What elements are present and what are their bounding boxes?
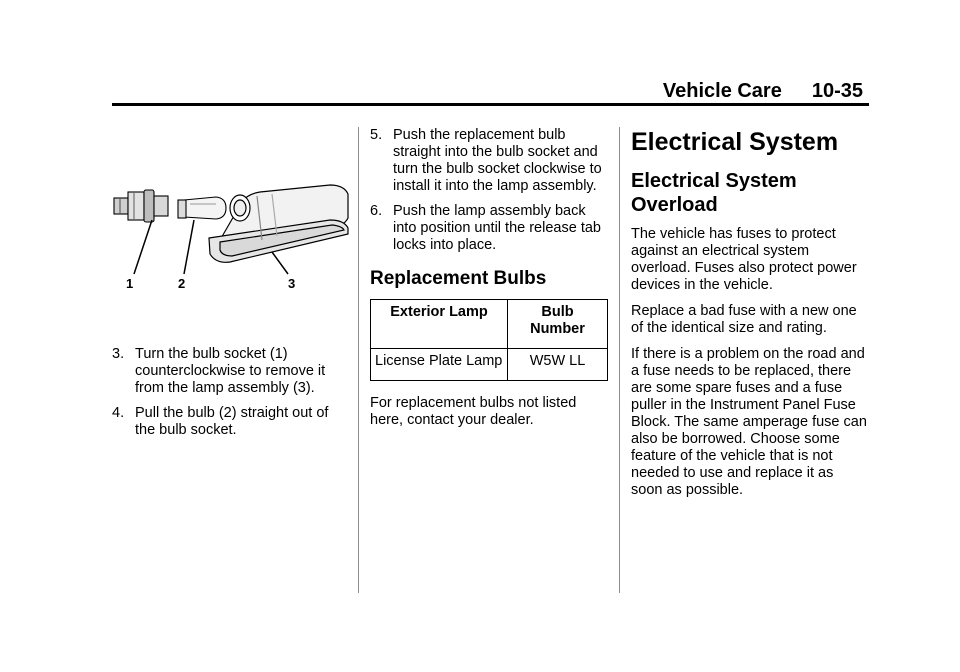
page-header: [663, 80, 863, 103]
middle-column: [370, 127, 608, 438]
subsection-heading: Electrical System Overload: [631, 170, 797, 216]
replacement-note: For replacement bulbs not listed here, contact your dealer.: [370, 395, 577, 428]
table-header-exterior-lamp: Exterior Lamp: [371, 300, 508, 349]
header-rule: [112, 103, 869, 106]
left-column: [112, 346, 344, 447]
step-text: Push the replacement bulb straight into the bulb socket and turn the bulb socket clockwise to install it into the lamp assembly.: [393, 127, 602, 194]
step-item: [370, 203, 608, 254]
step-number: 6.: [370, 203, 383, 219]
paragraph: If there is a problem on the road and a fuse needs to be replaced, there are some spare fuses and a fuse puller in the Instrument Panel Fuse Block. The same amperage fuse can also be borrowed. Choose some feature of the vehicle that is not needed to use and replace it as soon as possible.: [631, 346, 867, 498]
paragraph: The vehicle has fuses to protect against an electrical system overload. Fuses also protect power devices in the vehicle.: [631, 226, 857, 293]
column-divider-right: [619, 127, 620, 593]
table-header-bulb-number: Bulb Number: [508, 300, 608, 349]
lamp-assembly-drawing: [209, 185, 348, 262]
step-list-left: [112, 346, 344, 439]
right-column: [631, 127, 867, 508]
step-number: 5.: [370, 127, 383, 143]
step-item: [112, 346, 344, 397]
section-heading: Electrical System: [631, 128, 839, 156]
callout-3: 3: [288, 276, 296, 291]
paragraph: Replace a bad fuse with a new one of the identical size and rating.: [631, 303, 857, 336]
step-item: [112, 405, 344, 439]
callout-1: 1: [126, 276, 134, 291]
table-header-row: [371, 300, 608, 349]
callout-2: 2: [178, 276, 186, 291]
step-text: Turn the bulb socket (1) counterclockwise to remove it from the lamp assembly (3).: [135, 346, 326, 396]
bulb-drawing: [178, 197, 226, 219]
table-cell-lamp: License Plate Lamp: [371, 349, 508, 381]
column-divider-left: [358, 127, 359, 593]
table-row: [371, 349, 608, 381]
header-section-title: Vehicle Care: [662, 80, 782, 102]
step-number: 4.: [112, 405, 125, 421]
step-number: 3.: [112, 346, 125, 362]
replacement-bulbs-table: [370, 299, 608, 381]
step-text: Pull the bulb (2) straight out of the bulb socket.: [135, 405, 329, 438]
bulb-socket-drawing: [114, 190, 168, 222]
step-text: Push the lamp assembly back into position until the release tab locks into place.: [393, 203, 601, 253]
table-cell-bulb: W5W LL: [508, 349, 608, 381]
license-lamp-illustration: [112, 180, 352, 295]
page-number: 10-35: [811, 80, 863, 102]
step-item: [370, 127, 608, 195]
step-list-middle: [370, 127, 608, 254]
replacement-bulbs-heading: Replacement Bulbs: [370, 268, 547, 289]
